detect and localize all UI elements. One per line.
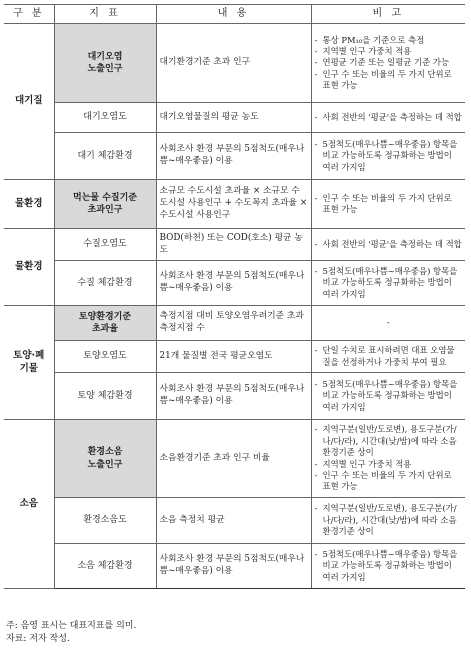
table-row <box>4 544 465 589</box>
remark-text: 지역구분(일반/도로변), 용도구분(가/나/다/라), 시간대(낮/밤)에 따라 소음환경기준 상이 <box>322 424 457 458</box>
header-remarks: 비 고 <box>311 5 465 24</box>
remark-text: 연평균 기준 또는 일평균 기준 가능 <box>322 57 450 68</box>
environment-indicator-table <box>4 4 465 589</box>
remarks-cell <box>311 341 465 373</box>
indicator-cell: 수질 체감환경 <box>54 261 156 306</box>
content-cell: 사회조사 환경 부문의 5점척도(매우나쁨~매우좋음) 이용 <box>156 373 311 420</box>
remark-item <box>315 35 463 46</box>
bullet-dash: - <box>314 378 318 389</box>
content-cell: 소규모 수도시설 초과율 × 소규모 수도시설 사용인구 + 수도꼭지 초과율 × 수도시설 사용인구 <box>156 180 311 229</box>
table-row <box>4 103 465 133</box>
bullet-dash: - <box>314 469 318 480</box>
remark-text: 지역구분(일반/도로변), 용도구분(가/나/다/라), 시간대(낮/밤)에 따라 소음환경기준 상이 <box>322 503 457 537</box>
bullet-dash: - <box>314 548 318 559</box>
content-cell: 소음환경기준 초과 인구 비율 <box>156 420 311 498</box>
representative-indicator-cell: 대기오염 노출인구 <box>54 24 156 103</box>
remark-item <box>315 424 463 458</box>
remark-text: 5점척도(매우나쁨~매우좋음) 항목을 비교 가능하도록 정규화하는 방법이 여러 가지임 <box>322 378 458 412</box>
table-body <box>4 24 465 589</box>
category-cell: 소음 <box>4 420 54 589</box>
indicator-cell: 토양오염도 <box>54 341 156 373</box>
remarks-cell <box>311 420 465 498</box>
indicator-cell: 수질오염도 <box>54 229 156 261</box>
bullet-dash: - <box>314 503 318 514</box>
bullet-dash: - <box>314 34 318 45</box>
remark-item <box>315 345 463 368</box>
content-cell: 사회조사 환경 부문의 5점척도(매우나쁨~매우좋음) 이용 <box>156 544 311 589</box>
remark-text: 5점척도(매우나쁨~매우좋음) 항목을 비교 가능하도록 정규화하는 방법이 여러 가지임 <box>322 138 458 172</box>
indicator-cell: 대기오염도 <box>54 103 156 133</box>
table-row <box>4 24 465 103</box>
remark-item <box>315 139 463 173</box>
content-cell: 사회조사 환경 부문의 5점척도(매우나쁨~매우좋음) 이용 <box>156 133 311 180</box>
bullet-dash: - <box>314 192 318 203</box>
remark-item <box>315 503 463 537</box>
category-cell: 대기질 <box>4 24 54 180</box>
bullet-dash: - <box>314 57 318 68</box>
remark-text: 인구 수 또는 비율의 두 가지 단위로 표현 가능 <box>322 68 452 91</box>
remark-text: 단일 수치로 표시하려면 대표 오염물질을 선정하거나 가중치 부여 필요 <box>322 345 455 367</box>
table-notes <box>6 620 136 646</box>
remark-item <box>315 239 463 250</box>
indicator-cell: 대기 체감환경 <box>54 133 156 180</box>
content-cell: 소음 측정치 평균 <box>156 498 311 544</box>
representative-indicator-cell: 먹는물 수질기준 초과인구 <box>54 180 156 229</box>
indicator-cell: 토양 체감환경 <box>54 373 156 420</box>
remarks-cell: - <box>311 306 465 341</box>
table-row <box>4 373 465 420</box>
table-header <box>4 5 465 24</box>
header-content: 내 용 <box>156 5 311 24</box>
remark-item <box>315 69 463 92</box>
representative-indicator-cell: 환경소음 노출인구 <box>54 420 156 498</box>
remark-item <box>315 193 463 216</box>
table-row <box>4 341 465 373</box>
note-shading: 주: 음영 표시는 대표지표를 의미. <box>6 621 137 631</box>
table-row <box>4 229 465 261</box>
bullet-dash: - <box>314 424 318 435</box>
remark-text: 사회 전반의 '평균'을 측정하는 데 적합 <box>322 238 462 249</box>
header-indicator: 지 표 <box>54 5 156 24</box>
remark-item <box>315 549 463 583</box>
remark-text: 5점척도(매우나쁨~매우좋음) 항목을 비교 가능하도록 정규화하는 방법이 여러 가지임 <box>322 265 458 299</box>
remark-item <box>315 470 463 493</box>
remarks-cell <box>311 103 465 133</box>
representative-indicator-cell: 토양환경기준 초과율 <box>54 306 156 341</box>
remark-text: 5점척도(매우나쁨~매우좋음) 항목을 비교 가능하도록 정규화하는 방법이 여러 가지임 <box>322 548 458 582</box>
remarks-cell <box>311 373 465 420</box>
remark-item <box>315 266 463 300</box>
remarks-cell <box>311 133 465 180</box>
bullet-dash: - <box>314 68 318 79</box>
remark-text: 사회 전반의 '평균'을 측정하는 데 적합 <box>322 111 462 122</box>
table-row <box>4 306 465 341</box>
remark-text: 지역별 인구 가중치 적용 <box>322 458 412 469</box>
table-row <box>4 133 465 180</box>
remark-text: 통상 PM₁₀을 기준으로 측정 <box>322 34 425 45</box>
content-cell: 측정지점 대비 토양오염우려기준 초과 측정지점 수 <box>156 306 311 341</box>
bullet-dash: - <box>314 111 318 122</box>
indicator-cell: 소음 체감환경 <box>54 544 156 589</box>
bullet-dash: - <box>314 345 318 356</box>
remarks-cell <box>311 261 465 306</box>
bullet-dash: - <box>314 265 318 276</box>
header-row <box>4 5 465 24</box>
indicator-cell: 환경소음도 <box>54 498 156 544</box>
remark-item <box>315 46 463 57</box>
remarks-cell <box>311 498 465 544</box>
table-row <box>4 498 465 544</box>
remarks-cell <box>311 24 465 103</box>
bullet-dash: - <box>314 458 318 469</box>
table-row <box>4 420 465 498</box>
remark-text: 인구 수 또는 비율의 두 가지 단위로 표현 가능 <box>322 469 452 492</box>
bullet-dash: - <box>314 138 318 149</box>
category-cell: 토양·폐 기물 <box>4 306 54 420</box>
table-row <box>4 180 465 229</box>
remarks-cell <box>311 180 465 229</box>
remark-item <box>315 57 463 68</box>
remarks-cell <box>311 229 465 261</box>
header-category: 구 분 <box>4 5 54 24</box>
remark-item <box>315 112 463 123</box>
remark-item <box>315 379 463 413</box>
remark-item <box>315 459 463 470</box>
bullet-dash: - <box>314 238 318 249</box>
remark-text: 인구 수 또는 비율의 두 가지 단위로 표현 가능 <box>322 192 452 214</box>
content-cell: 대기오염물질의 평균 농도 <box>156 103 311 133</box>
bullet-dash: - <box>314 45 318 56</box>
remark-text: 지역별 인구 가중치 적용 <box>322 45 412 56</box>
category-cell: 물환경 <box>4 229 54 306</box>
content-cell: 사회조사 환경 부문의 5점척도(매우나쁨~매우좋음) 이용 <box>156 261 311 306</box>
content-cell: BOD(하천) 또는 COD(호소) 평균 농도 <box>156 229 311 261</box>
category-cell: 물환경 <box>4 180 54 229</box>
note-source: 자료: 저자 작성. <box>6 634 70 645</box>
content-cell: 대기환경기준 초과 인구 <box>156 24 311 103</box>
remarks-cell <box>311 544 465 589</box>
content-cell: 21개 물질별 전국 평균오염도 <box>156 341 311 373</box>
table-row <box>4 261 465 306</box>
